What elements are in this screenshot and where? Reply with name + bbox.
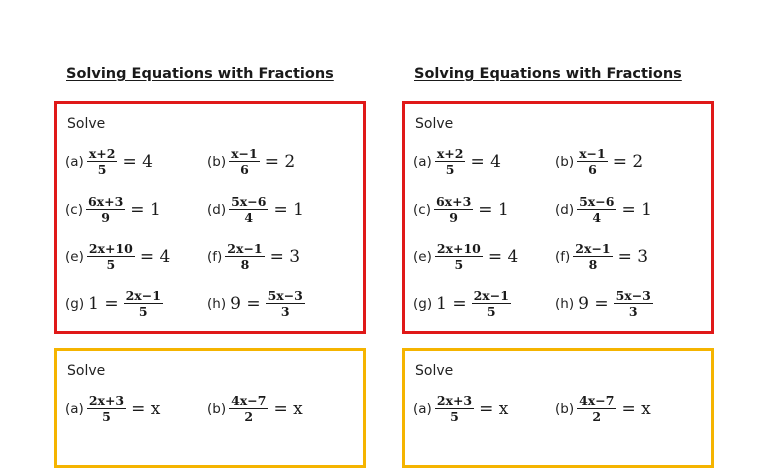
fraction [229, 393, 268, 424]
problem-label: (a) [65, 400, 84, 417]
denominator: 2 [592, 409, 602, 424]
numerator: 4x−7 [231, 393, 267, 408]
worksheet-title: Solving Equations with Fractions [66, 66, 334, 82]
card-yellow [54, 348, 366, 468]
fraction [577, 194, 616, 225]
problem-label: (g) [65, 295, 85, 312]
problem-a [413, 146, 501, 177]
fraction [472, 288, 511, 319]
problem-label: (a) [413, 153, 432, 170]
numerator: 5x−6 [579, 194, 615, 209]
fraction [225, 241, 264, 272]
equation-lhs: 9 = [578, 293, 609, 314]
denominator: 5 [445, 162, 455, 177]
denominator: 5 [454, 257, 464, 272]
problem-g [413, 288, 512, 319]
fraction [124, 288, 163, 319]
denominator: 6 [240, 162, 249, 177]
problem-label: (e) [413, 248, 432, 265]
numerator: 2x+10 [436, 241, 481, 256]
numerator: 2x+10 [88, 241, 133, 256]
problem-a [413, 393, 508, 424]
equation-rhs: = 4 [470, 151, 501, 172]
numerator: 2x−1 [473, 288, 509, 303]
numerator: 2x−1 [227, 241, 263, 256]
problem-label: (c) [65, 201, 83, 218]
numerator: 6x+3 [435, 194, 472, 209]
fraction [573, 241, 612, 272]
denominator: 5 [102, 409, 111, 424]
problem-e [65, 241, 170, 272]
problem-label: (f) [207, 248, 223, 265]
denominator: 8 [240, 257, 250, 272]
problem-c [65, 194, 161, 225]
denominator: 5 [138, 304, 148, 319]
solve-heading: Solve [67, 363, 106, 379]
numerator: x−1 [231, 146, 258, 161]
worksheet-right [402, 0, 722, 441]
equation-rhs: = 1 [621, 199, 652, 220]
solve-heading: Solve [415, 116, 454, 132]
worksheet-left [54, 0, 374, 441]
denominator: 3 [280, 304, 290, 319]
problem-b [207, 146, 295, 177]
denominator: 5 [106, 257, 116, 272]
denominator: 2 [244, 409, 254, 424]
problem-label: (b) [207, 400, 227, 417]
card-red [54, 101, 366, 334]
fraction [86, 194, 125, 225]
equation-rhs: = x [273, 398, 303, 419]
card-yellow [402, 348, 714, 468]
problem-label: (c) [413, 201, 431, 218]
fraction [229, 146, 260, 177]
fraction [434, 194, 473, 225]
problem-d [207, 194, 304, 225]
denominator: 6 [588, 162, 597, 177]
equation-lhs: 1 = [436, 293, 467, 314]
numerator: 2x−1 [575, 241, 611, 256]
problem-label: (f) [555, 248, 571, 265]
problem-b [555, 146, 643, 177]
denominator: 3 [628, 304, 638, 319]
problem-label: (a) [65, 153, 84, 170]
fraction [87, 241, 135, 272]
equation-rhs: = x [479, 398, 509, 419]
fraction [577, 393, 616, 424]
numerator: x−1 [579, 146, 606, 161]
denominator: 5 [450, 409, 459, 424]
problem-label: (a) [413, 400, 432, 417]
equation-rhs: = 2 [264, 151, 296, 172]
problem-label: (d) [207, 201, 227, 218]
fraction [266, 288, 305, 319]
equation-rhs: = x [131, 398, 161, 419]
numerator: 5x−3 [267, 288, 303, 303]
denominator: 4 [244, 210, 254, 225]
equation-rhs: = 1 [273, 199, 304, 220]
problem-label: (e) [65, 248, 84, 265]
problem-e [413, 241, 518, 272]
problem-label: (b) [555, 400, 575, 417]
equation-rhs: = 3 [269, 246, 301, 267]
equation-rhs: = 1 [130, 199, 161, 220]
problem-label: (b) [207, 153, 227, 170]
numerator: x+2 [88, 146, 116, 161]
numerator: 6x+3 [87, 194, 124, 209]
equation-lhs: 9 = [230, 293, 261, 314]
denominator: 8 [588, 257, 598, 272]
denominator: 9 [449, 210, 458, 225]
fraction [435, 146, 466, 177]
fraction [614, 288, 653, 319]
problem-c [413, 194, 509, 225]
problem-f [207, 241, 300, 272]
equation-rhs: = 4 [487, 246, 519, 267]
problem-d [555, 194, 652, 225]
problem-h [207, 288, 306, 319]
equation-rhs: = 4 [122, 151, 153, 172]
equation-rhs: = x [621, 398, 651, 419]
numerator: 4x−7 [579, 393, 615, 408]
problem-g [65, 288, 164, 319]
problem-h [555, 288, 654, 319]
worksheet-title: Solving Equations with Fractions [414, 66, 682, 82]
problem-label: (d) [555, 201, 575, 218]
card-red [402, 101, 714, 334]
problem-a [65, 393, 160, 424]
problem-label: (g) [413, 295, 433, 312]
solve-heading: Solve [415, 363, 454, 379]
fraction [229, 194, 268, 225]
denominator: 5 [486, 304, 496, 319]
fraction [87, 146, 118, 177]
solve-heading: Solve [67, 116, 106, 132]
equation-rhs: = 4 [139, 246, 171, 267]
equation-lhs: 1 = [88, 293, 119, 314]
numerator: 2x+3 [436, 393, 473, 408]
fraction [87, 393, 126, 424]
numerator: 2x+3 [88, 393, 125, 408]
numerator: 5x−6 [231, 194, 267, 209]
problem-label: (h) [555, 295, 575, 312]
numerator: x+2 [436, 146, 464, 161]
denominator: 9 [101, 210, 110, 225]
problem-label: (b) [555, 153, 575, 170]
problem-f [555, 241, 648, 272]
problem-a [65, 146, 153, 177]
problem-b [207, 393, 303, 424]
fraction [577, 146, 608, 177]
fraction [435, 241, 483, 272]
problem-label: (h) [207, 295, 227, 312]
problem-b [555, 393, 651, 424]
numerator: 2x−1 [125, 288, 161, 303]
denominator: 4 [592, 210, 602, 225]
numerator: 5x−3 [615, 288, 651, 303]
equation-rhs: = 2 [612, 151, 644, 172]
denominator: 5 [97, 162, 107, 177]
equation-rhs: = 3 [617, 246, 649, 267]
equation-rhs: = 1 [478, 199, 509, 220]
fraction [435, 393, 474, 424]
